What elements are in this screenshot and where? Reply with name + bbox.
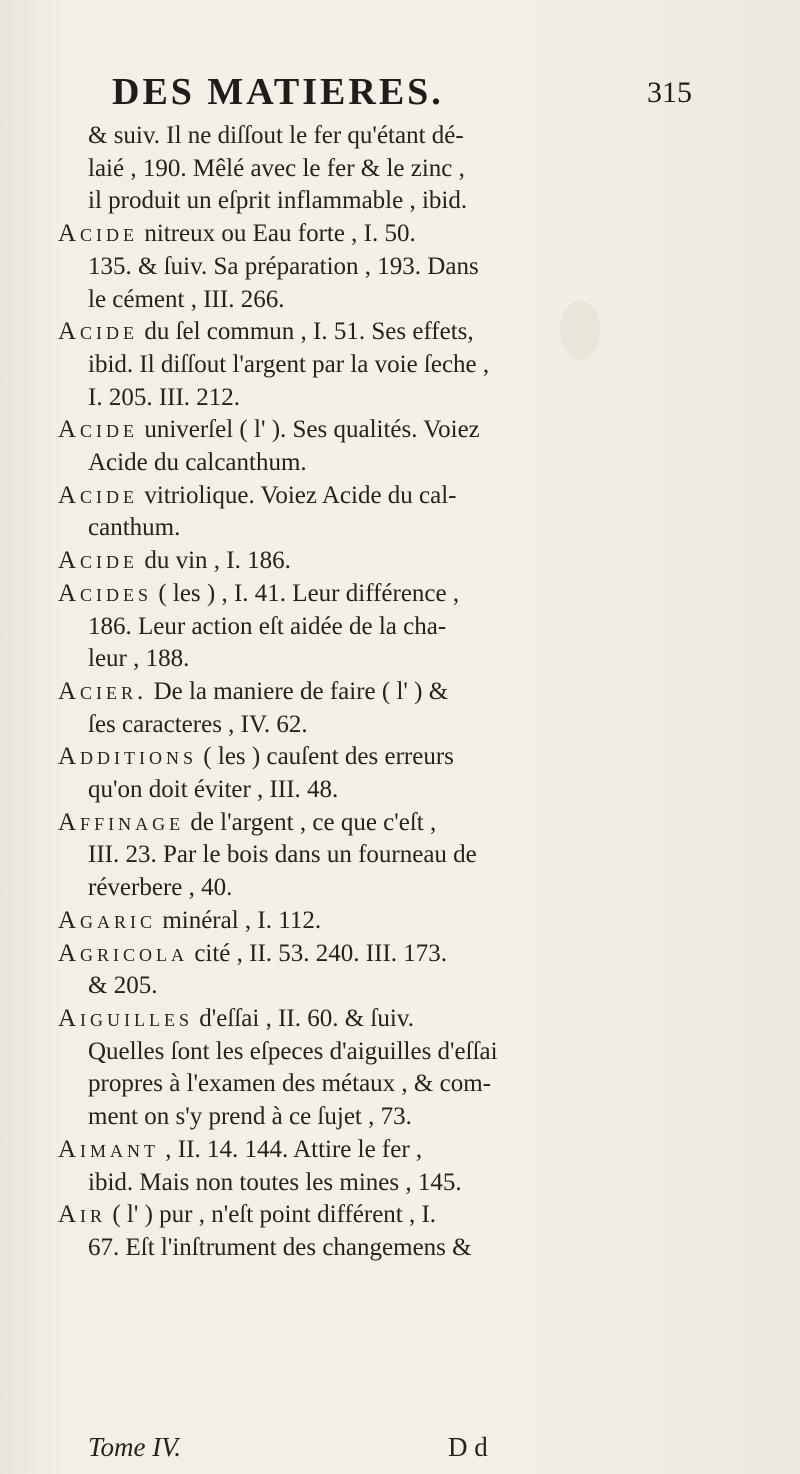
entry-text: minéral , I. 112. xyxy=(156,906,322,934)
entry-headword: Acide xyxy=(58,318,139,346)
index-line xyxy=(58,611,758,644)
entry-text: de l'argent , ce que c'eſt , xyxy=(184,808,437,836)
entry-text: 135. & ſuiv. Sa préparation , 193. Dans xyxy=(88,252,479,280)
entry-text: il produit un eſprit inflammable , ibid. xyxy=(88,187,468,215)
index-line xyxy=(58,284,758,317)
index-line xyxy=(58,349,758,382)
index-line xyxy=(58,774,758,807)
index-line xyxy=(58,970,758,1003)
index-line xyxy=(58,1134,758,1167)
entry-text: Acide du calcanthum. xyxy=(88,449,307,477)
entry-headword: Acier. xyxy=(58,677,148,705)
entry-text: vitriolique. Voiez Acide du cal- xyxy=(138,481,457,509)
index-line xyxy=(58,512,758,545)
entry-headword: Acide xyxy=(58,220,139,248)
entry-text: De la maniere de faire ( l' ) & xyxy=(147,677,449,705)
signature-mark: D d xyxy=(448,1432,488,1462)
entry-text: ſes caracteres , IV. 62. xyxy=(88,710,308,738)
index-line xyxy=(58,1167,758,1200)
entry-text: d'eſſai , II. 60. & ſuiv. xyxy=(193,1004,414,1032)
entry-text: cité , II. 53. 240. III. 173. xyxy=(188,939,448,967)
index-line xyxy=(58,1003,758,1036)
index-line xyxy=(58,1232,758,1265)
entry-text: réverbere , 40. xyxy=(88,874,233,902)
index-line xyxy=(58,643,758,676)
index-line xyxy=(58,218,758,251)
index-line xyxy=(58,807,758,840)
entry-text: ibid. Il diſſout l'argent par la voie ſeche , xyxy=(88,350,490,378)
index-line xyxy=(58,1101,758,1134)
entry-text: Quelles ſont les eſpeces d'aiguilles d'eſſai xyxy=(88,1037,498,1065)
index-line xyxy=(58,545,758,578)
index-line xyxy=(58,153,758,186)
index-line xyxy=(58,905,758,938)
entry-text: propres à l'examen des métaux , & com- xyxy=(88,1070,491,1098)
entry-text: univerſel ( l' ). Ses qualités. Voiez xyxy=(138,416,480,444)
index-line xyxy=(58,185,758,218)
index-text xyxy=(58,120,758,1265)
entry-text: du vin , I. 186. xyxy=(138,547,291,575)
page-footer xyxy=(88,1432,688,1466)
entry-headword: Acide xyxy=(58,547,139,575)
entry-headword: Affinage xyxy=(58,808,185,836)
entry-text: qu'on doit éviter , III. 48. xyxy=(88,776,339,804)
index-line xyxy=(58,578,758,611)
entry-headword: Acide xyxy=(58,481,139,509)
volume-mark: Tome IV. xyxy=(88,1432,182,1462)
entry-headword: Aimant xyxy=(58,1135,160,1163)
entry-headword: Acides xyxy=(58,579,153,607)
index-line xyxy=(58,251,758,284)
index-line xyxy=(58,839,758,872)
entry-headword: Agaric xyxy=(58,906,157,934)
entry-text: du ſel commun , I. 51. Ses effets, xyxy=(138,318,474,346)
index-line xyxy=(58,316,758,349)
entry-text: , II. 14. 144. Attire le fer , xyxy=(159,1135,423,1163)
entry-text: & suiv. Il ne diſſout le fer qu'étant dé- xyxy=(88,122,464,149)
index-line xyxy=(58,938,758,971)
index-line xyxy=(58,741,758,774)
entry-headword: Agricola xyxy=(58,939,189,967)
entry-headword: Additions xyxy=(58,743,198,771)
entry-text: ment on s'y prend à ce ſujet , 73. xyxy=(88,1103,412,1131)
index-line xyxy=(58,1068,758,1101)
entry-headword: Aiguilles xyxy=(58,1004,194,1032)
running-title: DES MATIERES. xyxy=(112,71,444,113)
index-line xyxy=(58,709,758,742)
index-line xyxy=(58,447,758,480)
entry-text: & 205. xyxy=(88,972,158,1000)
entry-text: ibid. Mais non toutes les mines , 145. xyxy=(88,1168,462,1196)
index-line xyxy=(58,1199,758,1232)
entry-text: 186. Leur action eſt aidée de la cha- xyxy=(88,612,447,640)
index-line xyxy=(58,382,758,415)
entry-text: canthum. xyxy=(88,514,181,542)
entry-text: ( les ) cauſent des erreurs xyxy=(197,743,454,771)
entry-text: ( l' ) pur , n'eſt point différent , I. xyxy=(106,1201,437,1229)
entry-text: nitreux ou Eau forte , I. 50. xyxy=(138,220,416,248)
entry-text: leur , 188. xyxy=(88,645,190,673)
entry-headword: Air xyxy=(58,1201,107,1229)
entry-text: ( les ) , I. 41. Leur différence , xyxy=(152,579,460,607)
entry-text: 67. Eſt l'inſtrument des changemens & xyxy=(88,1233,472,1261)
index-line xyxy=(58,120,758,153)
page-header xyxy=(112,70,692,114)
index-line xyxy=(58,872,758,905)
entry-headword: Acide xyxy=(58,416,139,444)
index-line xyxy=(58,676,758,709)
entry-text: laié , 190. Mêlé avec le fer & le zinc , xyxy=(88,154,465,182)
page-number: 315 xyxy=(647,76,692,109)
index-line xyxy=(58,414,758,447)
index-line xyxy=(58,480,758,513)
index-line xyxy=(58,1036,758,1069)
entry-text: III. 23. Par le bois dans un fourneau de xyxy=(88,841,477,869)
entry-text: I. 205. III. 212. xyxy=(88,383,241,411)
entry-text: le cément , III. 266. xyxy=(88,285,285,313)
